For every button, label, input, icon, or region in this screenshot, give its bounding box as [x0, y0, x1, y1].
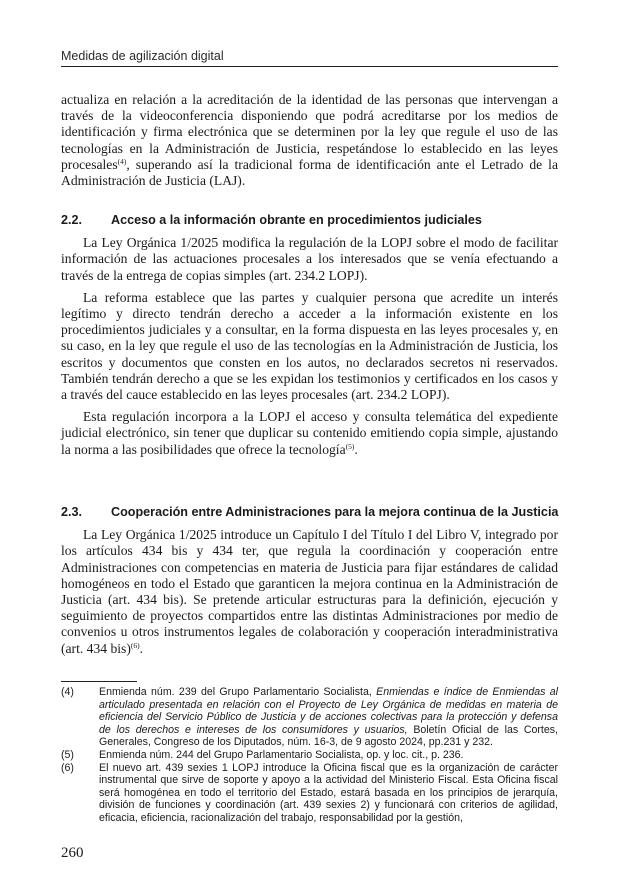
intro-paragraph: actualiza en relación a la acreditación de la identidad de las personas que intervengan a través de la videoconferencia disponiendo que podrá acreditarse por los medios de identificación y firma electrónica que se determinen por la ley que regule el uso de las tecnologías en la Administración de Justicia, respetándose lo establecido en las leyes procesales$^{(4)}$, superando así la tradicional forma de identificación ante el Letrado de la Administración de Justicia (LAJ).: [61, 92, 558, 189]
footnote-5: [61, 749, 558, 762]
footnote-text: El nuevo art. 439 sexies 1 LOPJ introduce la Oficina fiscal que es la organización de carácter instrumental que sirve de soporte y apoyo a la actividad del Ministerio Fiscal. Esta Oficina fiscal será homogénea en todo el territorio del Estado, estará basada en los principios de jerarquía, división de funciones y coordinación (art. 439 sexies 2) y funcionará con criterios de agilidad, eficacia, eficiencia, racionalización del trabajo, responsabilidad por la gestión,: [99, 761, 558, 824]
body-text: [61, 92, 558, 195]
section-2-3: [61, 504, 558, 663]
section-2-2-paragraph-2: La reforma establece que las partes y cualquier persona que acredite un interés legítimo y directo tendrán derecho a acceder a la información existente en los procedimientos judiciales y a consultar, en la forma dispuesta en las leyes procesales y, en su caso, en la ley que regule el uso de las tecnologías en la Administración de Justicia, los escritos y documentos que consten en los autos, no declarados secretos ni reservados. También tendrán derecho a que se les expidan los testimonios y certificados en los casos y a través del cauce establecido en las leyes procesales (art. 234.2 LOPJ).: [61, 289, 558, 403]
footnote-number: (4): [61, 686, 74, 698]
header-rule: [61, 66, 558, 67]
footnote-6: [61, 762, 558, 825]
running-header: Medidas de agilización digital: [61, 49, 224, 63]
footnote-rule: [61, 681, 137, 682]
section-number: 2.2.: [61, 213, 83, 227]
footnote-text: Enmienda núm. 244 del Grupo Parlamentario Socialista, op. y loc. cit., p. 236.: [99, 748, 464, 761]
footnote-ref-4[interactable]: (4): [117, 156, 127, 166]
footnote-4: [61, 686, 558, 749]
section-2-2-paragraph-3: Esta regulación incorpora a la LOPJ el acceso y consulta telemática del expediente judicial electrónico, sin tener que duplicar su contenido emitiendo copia simple, ajustando la norma a las posibilidades que ofrece la tecnología$^{(5)}$.: [61, 409, 558, 457]
footnote-number: (5): [61, 748, 74, 761]
section-2-3-paragraph-1: La Ley Orgánica 1/2025 introduce un Capítulo I del Título I del Libro V, integrado por los artículos 434 bis y 434 ter, que regula la coordinación y cooperación entre Administraciones con competencias en materia de Justicia para fijar estándares de calidad homogéneos en todo el Estado que garanticen la mejora continua en la Administración de Justicia (art. 434 bis). Se pretende articular estructuras para la definición, ejecución y seguimiento de proyectos compartidos entre las distintas Administraciones por medio de convenios u otros instrumentos legales de colaboración y cooperación interadministrativa (art. 434 bis)$^{(6)}$.: [61, 527, 558, 656]
page-number: 260: [61, 845, 84, 861]
section-title: Cooperación entre Administraciones para la mejora continua de la Justicia: [111, 505, 559, 519]
section-2-2-paragraph-1: La Ley Orgánica 1/2025 modifica la regulación de la LOPJ sobre el modo de facilitar información de las actuaciones procesales a los interesados que se venía efectuando a través de la entrega de copias simples (art. 234.2 LOPJ).: [61, 235, 558, 283]
section-2-2: [61, 212, 558, 464]
section-title: Acceso a la información obrante en procedimientos judiciales: [111, 213, 482, 227]
section-heading-2-3: [61, 504, 558, 520]
footnote-ref-5[interactable]: (5): [345, 441, 355, 451]
footnote-number: (6): [61, 761, 74, 774]
footnote-ref-6[interactable]: (6): [130, 640, 140, 650]
footnotes: [61, 686, 558, 825]
section-heading-2-2: [61, 212, 558, 228]
section-number: 2.3.: [61, 505, 83, 519]
footnote-text: Enmienda núm. 239 del Grupo Parlamentario Socialista, Enmiendas e índice de Enmiendas al articulado presentada en relación con el Proyecto de Ley Orgánica de medidas en materia de eficiencia del Servicio Público de Justicia y de acciones colectivas para la protección y defensa de los derechos e intereses de los consumidores y usuarios, Boletín Oficial de las Cortes, Generales, Congreso de los Diputados, núm. 16-3, de 9 agosto 2024, pp.231 y 232.: [99, 686, 559, 749]
